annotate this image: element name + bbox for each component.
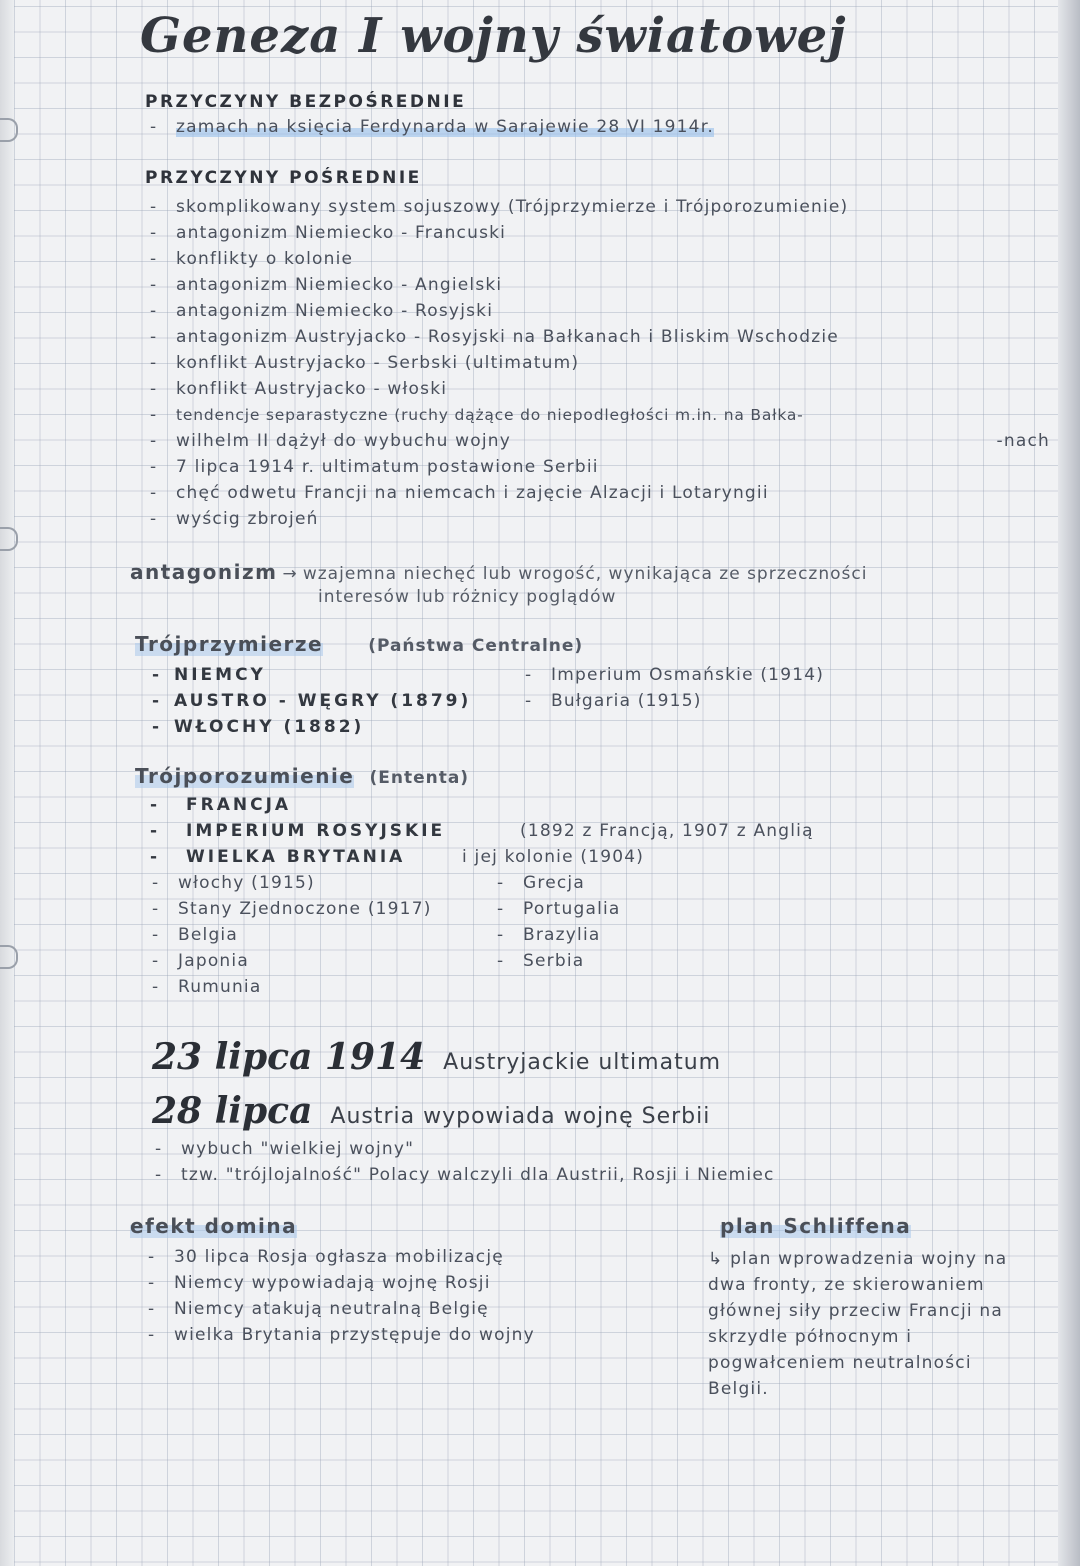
event-date: 28 lipca bbox=[152, 1090, 313, 1132]
immediate-causes-heading: PRZYCZYNY BEZPOŚREDNIE bbox=[145, 92, 467, 112]
triple-alliance-heading: Trójprzymierze bbox=[135, 632, 324, 656]
entente-other-members-right bbox=[497, 870, 621, 974]
binder-ring bbox=[0, 118, 18, 142]
page-left-edge bbox=[0, 0, 14, 1566]
event-text: Austria wypowiada wojnę Serbii bbox=[330, 1104, 711, 1129]
list-item: - wielka Brytania przystępuje do wojny bbox=[148, 1325, 535, 1345]
list-item: - Bułgaria (1915) bbox=[525, 691, 702, 711]
list-item: - wilhelm II dążył do wybuchu wojny -nach bbox=[150, 428, 1050, 454]
page-right-edge bbox=[1058, 0, 1080, 1566]
list-item: - Portugalia bbox=[497, 899, 621, 919]
wrapped-word: -nach bbox=[996, 431, 1050, 451]
list-item: - antagonizm Niemiecko - Rosyjski bbox=[150, 301, 494, 321]
domino-list bbox=[148, 1244, 535, 1348]
definition-term: antagonizm bbox=[130, 560, 278, 584]
list-item: - Stany Zjednoczone (1917) bbox=[152, 899, 432, 919]
list-item: - Brazylia bbox=[497, 925, 601, 945]
schlieffen-description: ↳ plan wprowadzenia wojny na dwa fronty, ze skierowaniem głównej siły przeciw Francji na skrzydle północnym i pogwałceniem neutralności Belgii. bbox=[708, 1249, 1008, 1399]
triple-alliance-members bbox=[152, 662, 471, 740]
binder-ring bbox=[0, 527, 18, 551]
definition-line-1: wzajemna niechęć lub wrogość, wynikająca ze sprzeczności bbox=[302, 564, 868, 584]
indirect-causes-heading: PRZYCZYNY POŚREDNIE bbox=[145, 168, 422, 188]
indirect-causes-list bbox=[150, 194, 1050, 532]
list-item: - skomplikowany system sojuszowy (Trójprzymierze i Trójporozumienie) bbox=[150, 197, 849, 217]
entente-note-britain: i jej kolonie (1904) bbox=[462, 847, 645, 867]
event-text: Austryjackie ultimatum bbox=[443, 1050, 722, 1075]
definition bbox=[130, 560, 867, 584]
list-item: - Rumunia bbox=[152, 977, 262, 997]
list-item: - WŁOCHY (1882) bbox=[152, 717, 365, 737]
event-row bbox=[152, 1090, 710, 1132]
list-item: - antagonizm Austryjacko - Rosyjski na Bałkanach i Bliskim Wschodzie bbox=[150, 327, 839, 347]
event-date: 23 lipca 1914 bbox=[152, 1036, 426, 1078]
triple-alliance-subtitle: (Państwa Centralne) bbox=[368, 636, 584, 656]
list-item: - 30 lipca Rosja ogłasza mobilizację bbox=[148, 1247, 504, 1267]
list-item: - FRANCJA bbox=[150, 795, 292, 815]
list-item: - chęć odwetu Francji na niemcach i zajęcie Alzacji i Lotaryngii bbox=[150, 483, 769, 503]
definition-line-2: interesów lub różnicy poglądów bbox=[318, 587, 617, 607]
list-item: - wybuch "wielkiej wojny" bbox=[155, 1139, 415, 1159]
entente-header bbox=[135, 764, 469, 788]
list-item: - tzw. "trójlojalność" Polacy walczyli dla Austrii, Rosji i Niemiec bbox=[155, 1165, 775, 1185]
list-item: - 7 lipca 1914 r. ultimatum postawione Serbii bbox=[150, 457, 599, 477]
list-item: - AUSTRO - WĘGRY (1879) bbox=[152, 691, 472, 711]
entente-subtitle: (Ententa) bbox=[369, 768, 470, 788]
entente-main-members bbox=[150, 792, 445, 870]
arrow-icon: → bbox=[282, 564, 298, 584]
entente-heading: Trójporozumienie bbox=[135, 764, 355, 788]
list-item: - Serbia bbox=[497, 951, 585, 971]
immediate-causes-item: - zamach na księcia Ferdynarda w Sarajewie 28 VI 1914r. bbox=[150, 117, 714, 137]
list-item: - Niemcy wypowiadają wojnę Rosji bbox=[148, 1273, 491, 1293]
list-item: - wyścig zbrojeń bbox=[150, 509, 319, 529]
triple-alliance-header bbox=[135, 632, 583, 656]
domino-heading: efekt domina bbox=[130, 1214, 298, 1238]
list-item: - Niemcy atakują neutralną Belgię bbox=[148, 1299, 489, 1319]
list-item: - Belgia bbox=[152, 925, 238, 945]
return-arrow-icon: ↳ bbox=[708, 1249, 724, 1269]
event-notes bbox=[155, 1136, 775, 1188]
list-item: - włochy (1915) bbox=[152, 873, 315, 893]
entente-note-russia: (1892 z Francją, 1907 z Anglią bbox=[520, 821, 814, 841]
list-item: - antagonizm Niemiecko - Angielski bbox=[150, 275, 503, 295]
list-item: - tendencje separastyczne (ruchy dążące do niepodległości m.in. na Bałka- bbox=[150, 405, 804, 425]
binder-ring bbox=[0, 945, 18, 969]
list-item: - Grecja bbox=[497, 873, 585, 893]
triple-alliance-later-members bbox=[525, 662, 824, 714]
entente-other-members bbox=[152, 870, 432, 1000]
schlieffen-heading: plan Schliffena bbox=[720, 1214, 912, 1238]
list-item: - konflikt Austryjacko - włoski bbox=[150, 379, 448, 399]
list-item: - antagonizm Niemiecko - Francuski bbox=[150, 223, 507, 243]
list-item: - NIEMCY bbox=[152, 665, 266, 685]
list-item: - WIELKA BRYTANIA bbox=[150, 847, 406, 867]
list-item: - konflikty o kolonie bbox=[150, 249, 354, 269]
list-item: - konflikt Austryjacko - Serbski (ultimatum) bbox=[150, 353, 580, 373]
page-title: Geneza I wojny światowej bbox=[140, 8, 847, 64]
event-row bbox=[152, 1036, 721, 1078]
list-item: - IMPERIUM ROSYJSKIE bbox=[150, 821, 446, 841]
list-item: - Japonia bbox=[152, 951, 249, 971]
list-item: - Imperium Osmańskie (1914) bbox=[525, 665, 825, 685]
